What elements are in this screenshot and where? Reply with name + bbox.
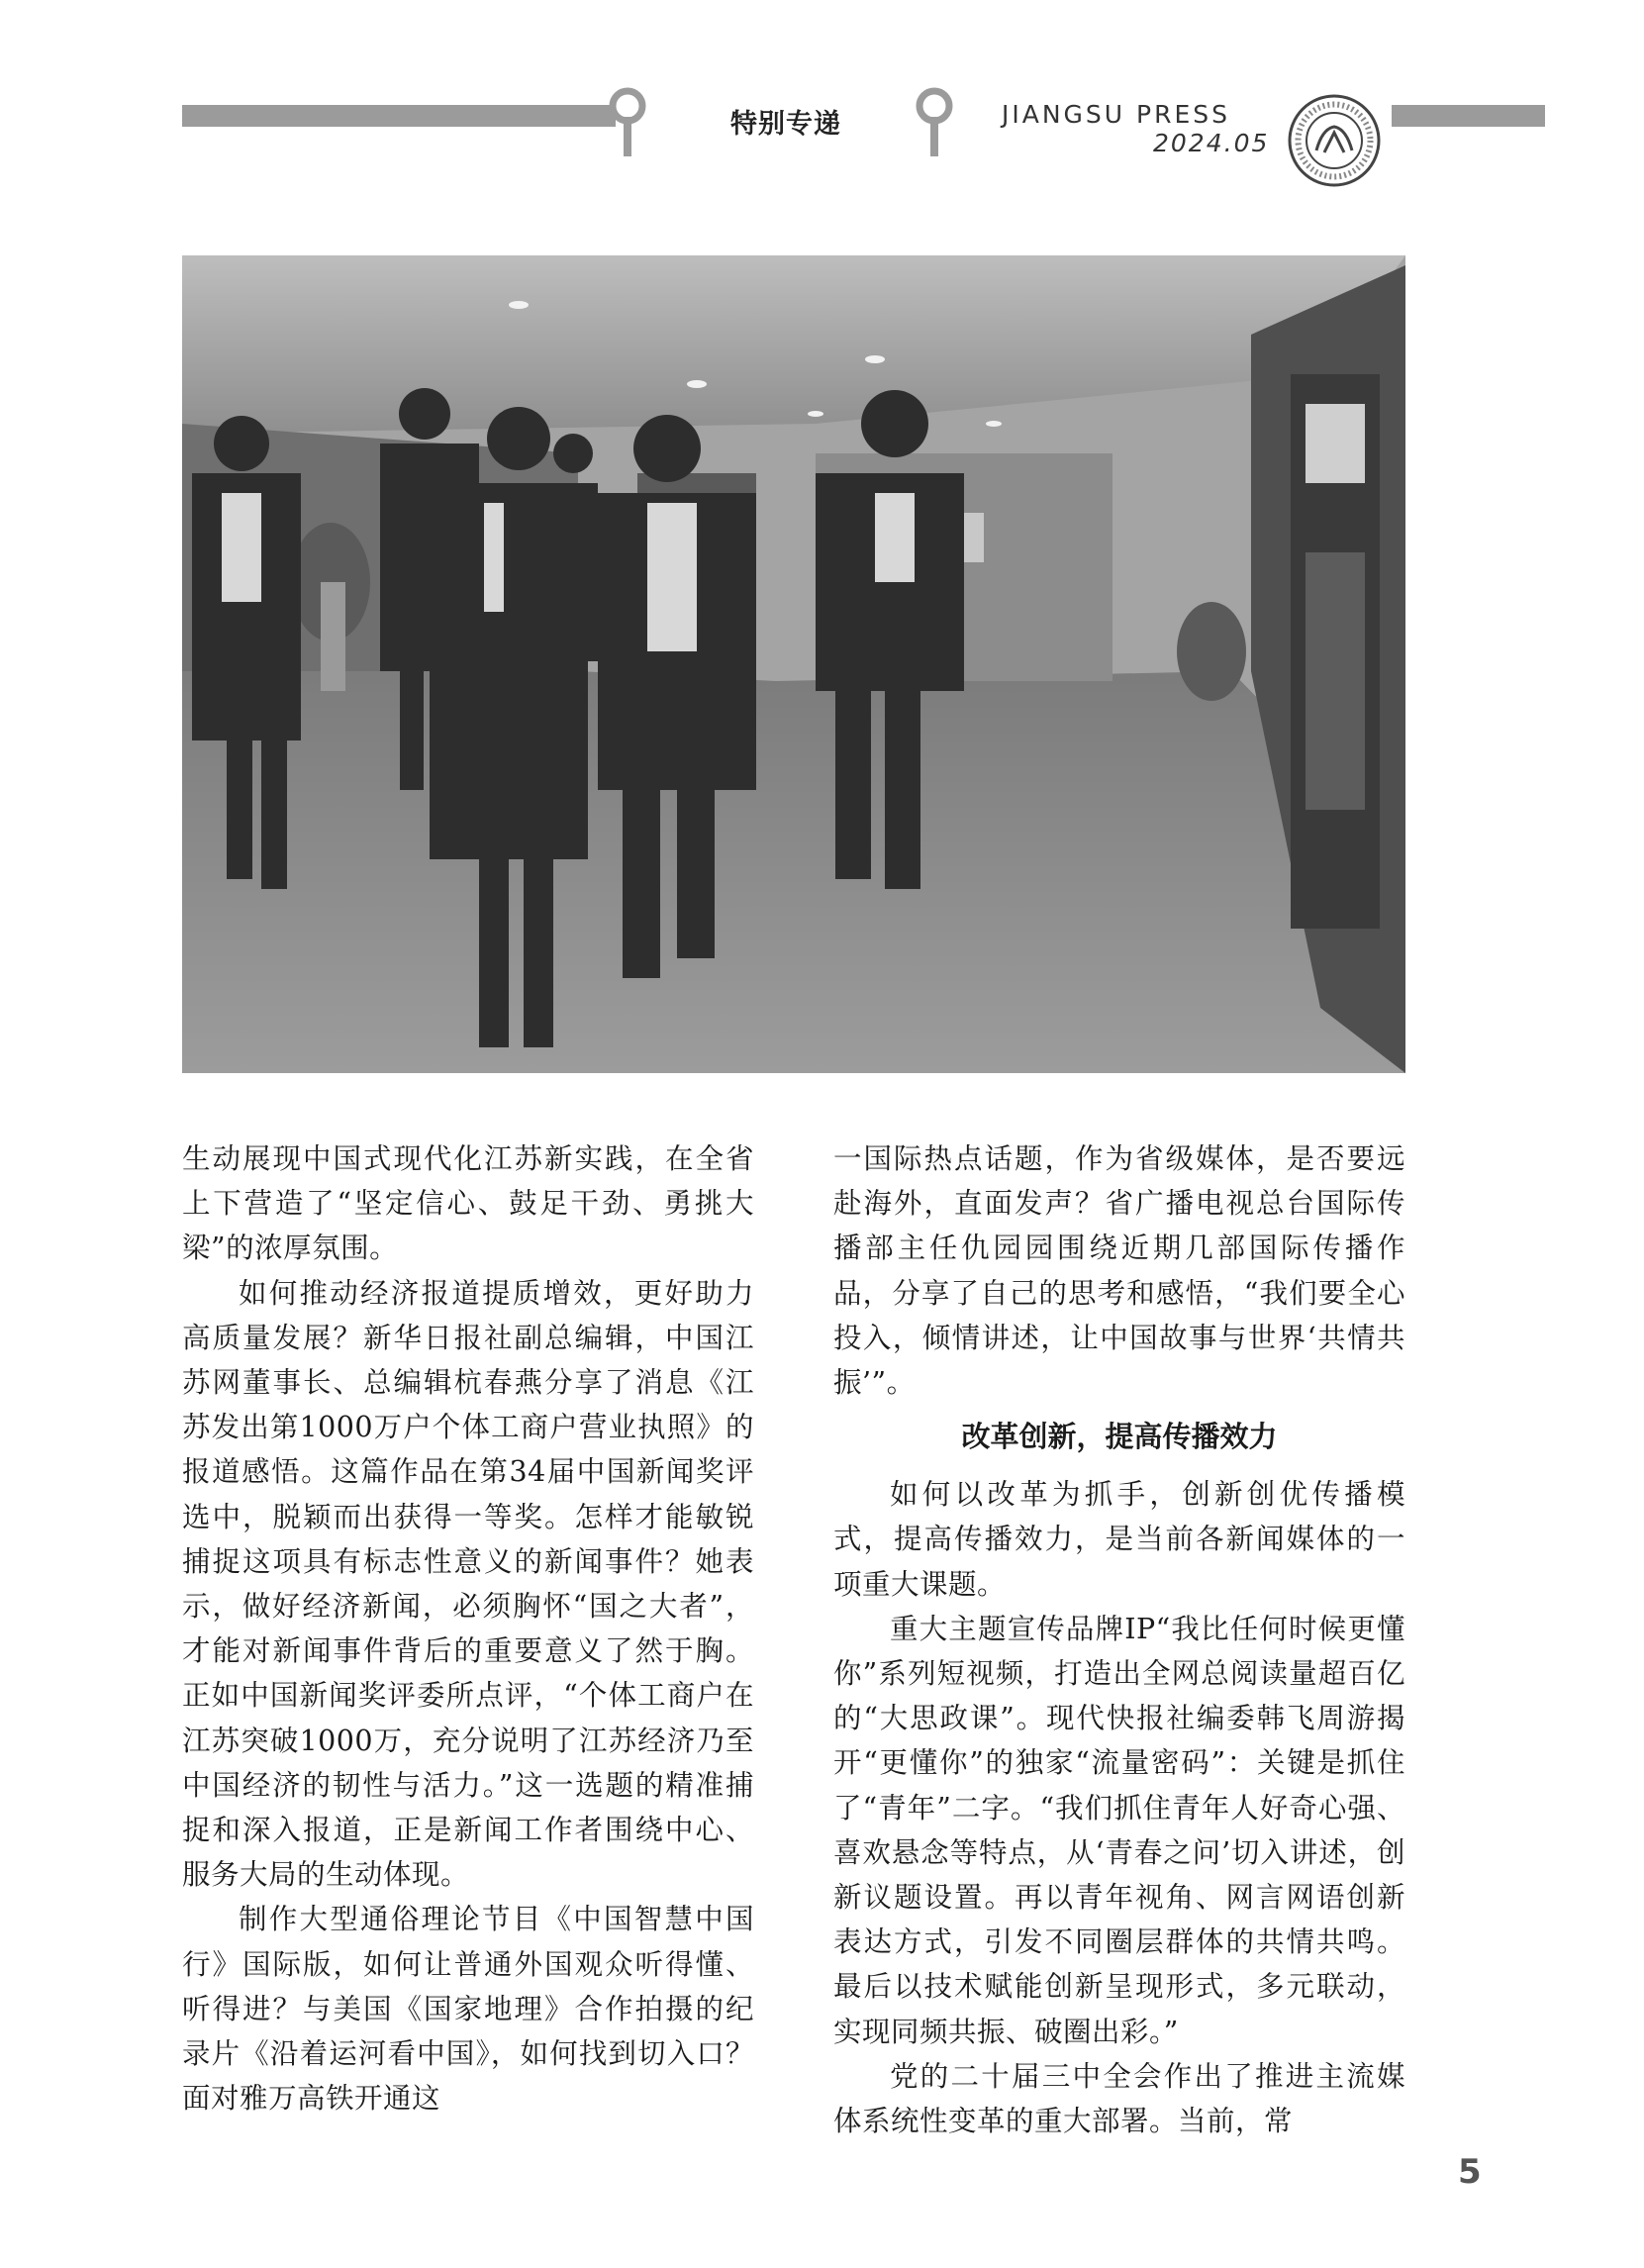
article-column-left [182, 1136, 754, 2120]
association-seal-logo [1287, 93, 1382, 188]
paragraph: 制作大型通俗理论节目《中国智慧中国行》国际版，如何让普通外国观众听得懂、听得进？与美国《国家地理》合作拍摄的纪录片《沿着运河看中国》，如何找到切入口？面对雅万高铁开通这 [182, 1903, 754, 2116]
section-subheading: 改革创新，提高传播效力 [961, 1420, 1278, 1454]
header-rule-right [1392, 105, 1545, 127]
paragraph: 重大主题宣传品牌IP“我比任何时候更懂你”系列短视频，打造出全网总阅读量超百亿的“大思政课”。现代快报社编委韩飞周游揭开“更懂你”的独家“流量密码”：关键是抓住了“青年”二字。“我们抓住青年人好奇心强、喜欢悬念等特点，从‘青春之问’切入讲述，创新议题设置。再以青年视角、网言网语创新表达方式，引发不同圈层群体的共情共鸣。最后以技术赋能创新呈现形式，多元联动，实现同频共振、破圈出彩。” [833, 1612, 1405, 2048]
paragraph: 生动展现中国式现代化江苏新实践，在全省上下营造了“坚定信心、鼓足干劲、勇挑大梁”的浓厚氛围。 [182, 1142, 754, 1265]
paragraph: 一国际热点话题，作为省级媒体，是否要远赴海外，直面发声？省广播电视总台国际传播部主任仇园园围绕近期几部国际传播作品，分享了自己的思考和感悟，“我们要全心投入，倾情讲述，让中国故事与世界‘共情共振’”。 [833, 1142, 1405, 1400]
paragraph: 如何以改革为抓手，创新创优传播模式，提高传播效力，是当前各新闻媒体的一项重大课题。 [833, 1478, 1405, 1601]
article-column-right [833, 1136, 1405, 2143]
magazine-name: JIANGSU PRESS [1002, 100, 1231, 129]
location-pin-icon [608, 87, 647, 158]
paragraph: 党的二十届三中全会作出了推进主流媒体系统性变革的重大部署。当前，常 [833, 2059, 1405, 2138]
section-label: 特别专递 [730, 109, 841, 140]
header-rule-left [182, 105, 616, 127]
issue-date: 2024.05 [1153, 129, 1270, 157]
location-pin-icon [915, 87, 954, 158]
paragraph: 如何推动经济报道提质增效，更好助力高质量发展？新华日报社副总编辑，中国江苏网董事长、总编辑杭春燕分享了消息《江苏发出第1000万户个体工商户营业执照》的报道感悟。这篇作品在第34届中国新闻奖评选中，脱颖而出获得一等奖。怎样才能敏锐捕捉这项具有标志性意义的新闻事件？她表示，做好经济新闻，必须胸怀“国之大者”，才能对新闻事件背后的重要意义了然于胸。正如中国新闻奖评委所点评，“个体工商户在江苏突破1000万，充分说明了江苏经济乃至中国经济的韧性与活力。”这一选题的精准捕捉和深入报道，正是新闻工作者围绕中心、服务大局的生动体现。 [182, 1276, 754, 1892]
news-photo [182, 255, 1405, 1073]
page-number: 5 [1458, 2152, 1482, 2192]
